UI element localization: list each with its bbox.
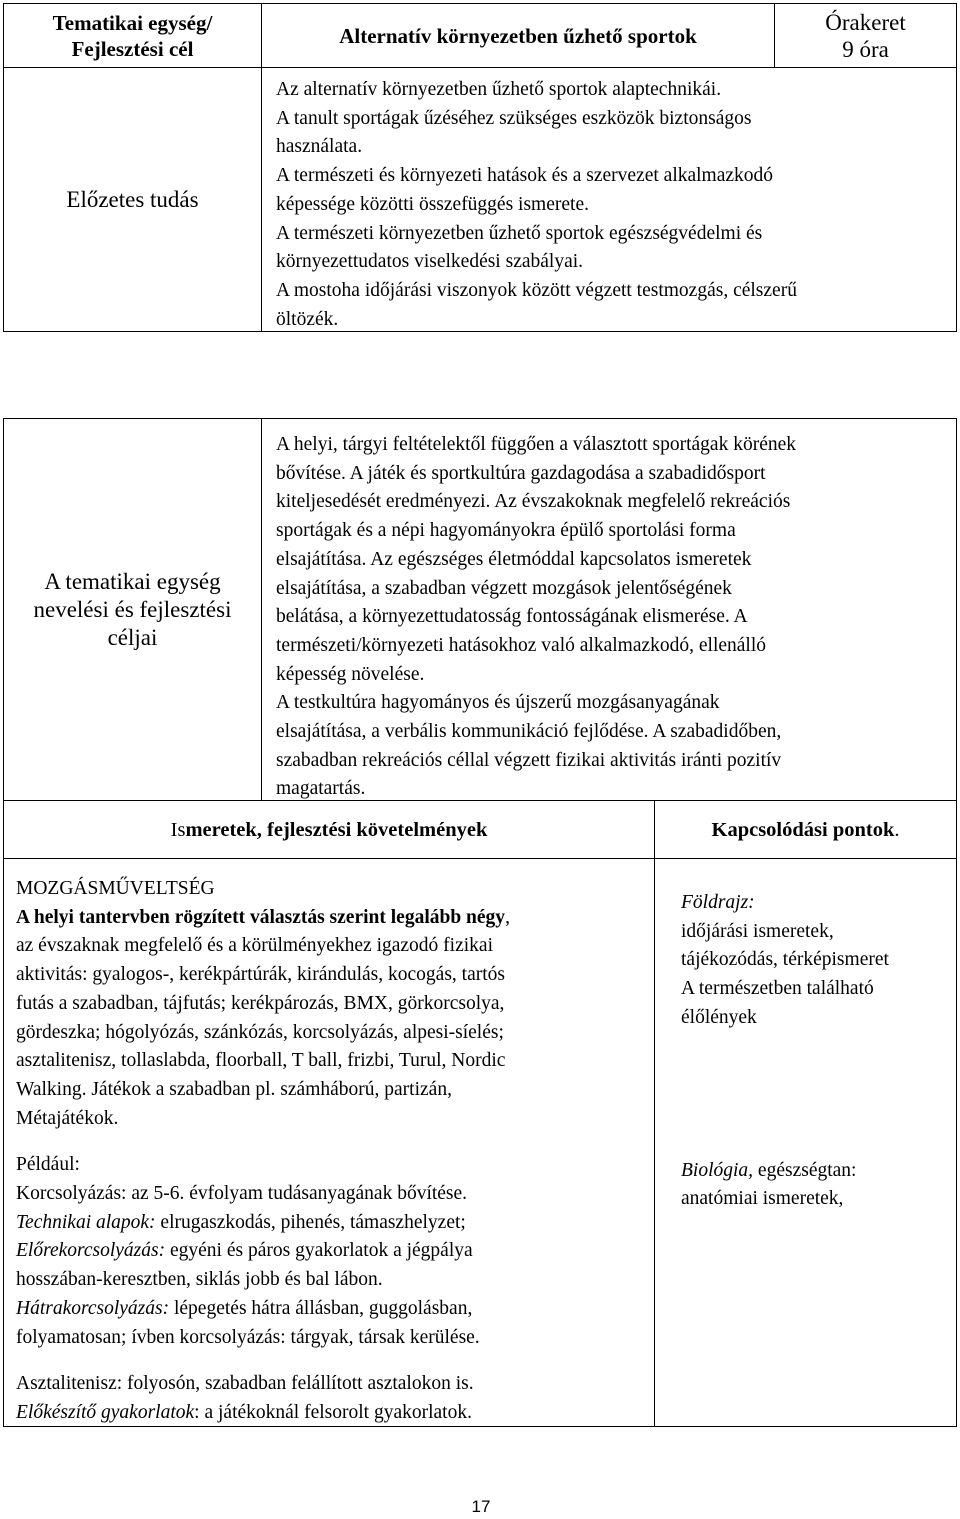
prior-line: A természeti környezetben űzhető sportok egészségvédelmi és [276,222,763,244]
goals-label-cell [3,418,262,801]
tech-text: elrugaszkodás, pihenés, támaszhelyzet; [155,1211,466,1233]
geography-label: Földrajz: [681,892,755,913]
prior-line: A mostoha időjárási viszonyok között végzett testmozgás, célszerű [276,279,797,301]
goals-line: szabadban rekreációs céllal végzett fizikai aktivitás iránti pozitív [276,749,782,771]
requirements-header-rest: meretek, fejlesztési követelmények [185,818,488,841]
goals-line: A helyi, tárgyi feltételektől függően a választott sportágak körének [276,434,797,455]
table-tennis-line [16,1370,654,1399]
req-intro-tail: , [505,906,510,928]
prior-line: környezettudatos viselkedési szabályai. [276,251,584,273]
activity-line: aktivitás: gyalogos-, kerékpártúrák, kirándulás, kocogás, tartós [16,964,505,986]
requirements-header-cell [3,800,655,859]
table-tennis-text: : folyosón, szabadban felállított asztalokon is. [116,1373,474,1395]
table-tennis-label: Asztalitenisz [16,1373,117,1395]
backward-skating-text: lépegetés hátra állásban, guggolásban, [169,1297,473,1319]
geography-line: élőlények [681,1006,757,1028]
activity-line: futás a szabadban, tájfutás; kerékpározás, BMX, görkorcsolya, [16,992,505,1014]
prior-line: használata. [276,136,363,158]
backward-skating-cont: folyamatosan; ívben korcsolyázás: tárgyak, társak kerülése. [16,1326,480,1348]
forward-skating-label: Előrekorcsolyázás: [16,1240,166,1262]
links-content [654,858,957,1427]
activity-line: Walking. Játékok a szabadban pl. számháború, partizán, [16,1078,452,1100]
prior-line: öltözék. [276,308,339,330]
goals-line: elsajátítása. Az egészséges életmóddal kapcsolatos ismeretek [276,548,752,570]
activity-line: asztalitenisz, tollaslabda, floorball, T ball, frizbi, Turul, Nordic [16,1050,506,1072]
prior-knowledge-content [261,67,957,332]
hours-label: Órakeret [825,9,906,35]
tech-label: Technikai alapok: [16,1211,156,1233]
prep-exercises-text: : a játékoknál felsorolt gyakorlatok. [194,1401,472,1423]
skating-label: Korcsolyázás [16,1183,122,1205]
goals-line: magatartás. [276,778,366,800]
geography-line: időjárási ismeretek, [681,920,834,942]
goals-label-line-2: nevelési és fejlesztési [33,596,232,622]
unit-label-line-2: Fejlesztési cél [71,36,194,61]
links-header [712,817,900,843]
forward-skating-text: egyéni és páros gyakorlatok a jégpálya [165,1240,473,1262]
activity-line: Métajátékok. [16,1107,119,1129]
requirements-header-first: Is [170,818,186,841]
activity-line: gördeszka; hógolyózás, szánkózás, korcsolyázás, alpesi-síelés; [16,1021,504,1043]
unit-title: Alternatív környezetben űzhető sportok [339,23,697,48]
geography-line: tájékozódás, térképismeret [681,949,889,971]
prior-knowledge-label: Előzetes tudás [66,186,199,212]
links-header-cell [654,800,957,859]
unit-label-line-1: Tematikai egység/ [52,10,213,35]
unit-label-cell [3,3,262,68]
biology-rest: egészségtan: [753,1159,857,1181]
biology-label: Biológia, [681,1159,754,1181]
goals-line: sportágak és a népi hagyományokra épülő sportolási forma [276,520,736,542]
activity-line: az évszaknak megfelelő és a körülményekhez igazodó fizikai [16,935,493,957]
goals-line: elsajátítása, a verbális kommunikáció fejlődése. A szabadidőben, [276,721,782,743]
goals-label-line-1: A tematikai egység [44,568,221,594]
forward-skating-cont: hosszában-keresztben, siklás jobb és bal lábon. [16,1269,383,1291]
backward-skating-label: Hátrakorcsolyázás: [16,1297,170,1319]
skating-line [16,1180,654,1209]
req-title: MOZGÁSMŰVELTSÉG [16,878,215,899]
req-intro [16,904,654,933]
biology-line [681,1157,956,1186]
goals-line: kiteljesedését eredményezi. Az évszakoknak megfelelő rekreációs [276,491,791,513]
page-number: 17 [471,1497,491,1516]
hours-cell [774,3,957,68]
prep-exercises-line [16,1399,654,1428]
prior-line: képessége közötti összefüggés ismerete. [276,193,589,215]
forward-skating-line [16,1237,654,1266]
unit-title-cell [261,3,775,68]
tech-line [16,1209,654,1238]
req-intro-bold: A helyi tantervben rögzített választás szerint legalább négy [16,906,506,928]
goals-line: belátása, a környezettudatosság fontosságának elismerése. A [276,606,748,628]
prep-exercises-label: Előkészítő gyakorlatok [16,1401,195,1423]
biology-line-2: anatómiai ismeretek, [681,1188,844,1210]
goals-line: természeti/környezeti hatásokhoz való alkalmazkodó, ellenálló [276,634,767,656]
skating-text: : az 5-6. évfolyam tudásanyagának bővítése. [121,1183,468,1205]
goals-line: elsajátítása, a szabadban végzett mozgások jelentőségének [276,577,732,599]
prior-line: Az alternatív környezetben űzhető sportok alaptechnikái. [276,79,722,100]
goals-content [261,418,957,801]
geography-line: A természetben található [681,978,874,1000]
goals-line: bővítése. A játék és sportkultúra gazdagodása a szabadidősport [276,462,766,484]
hours-value: 9 óra [842,36,889,62]
links-header-period: . [894,818,900,841]
prior-line: A természeti és környezeti hatások és a szervezet alkalmazkodó [276,165,774,187]
backward-skating-line [16,1295,654,1324]
goals-line: A testkultúra hagyományos és újszerű mozgásanyagának [276,692,720,714]
goals-label-line-3: céljai [107,624,158,650]
links-header-text: Kapcsolódási pontok [711,818,895,841]
requirements-content [3,858,655,1427]
requirements-header [171,817,488,843]
example-label: Például: [16,1154,80,1176]
goals-line: képesség növelése. [276,663,425,685]
prior-knowledge-label-cell [3,67,262,332]
prior-line: A tanult sportágak űzéséhez szükséges eszközök biztonságos [276,107,752,129]
